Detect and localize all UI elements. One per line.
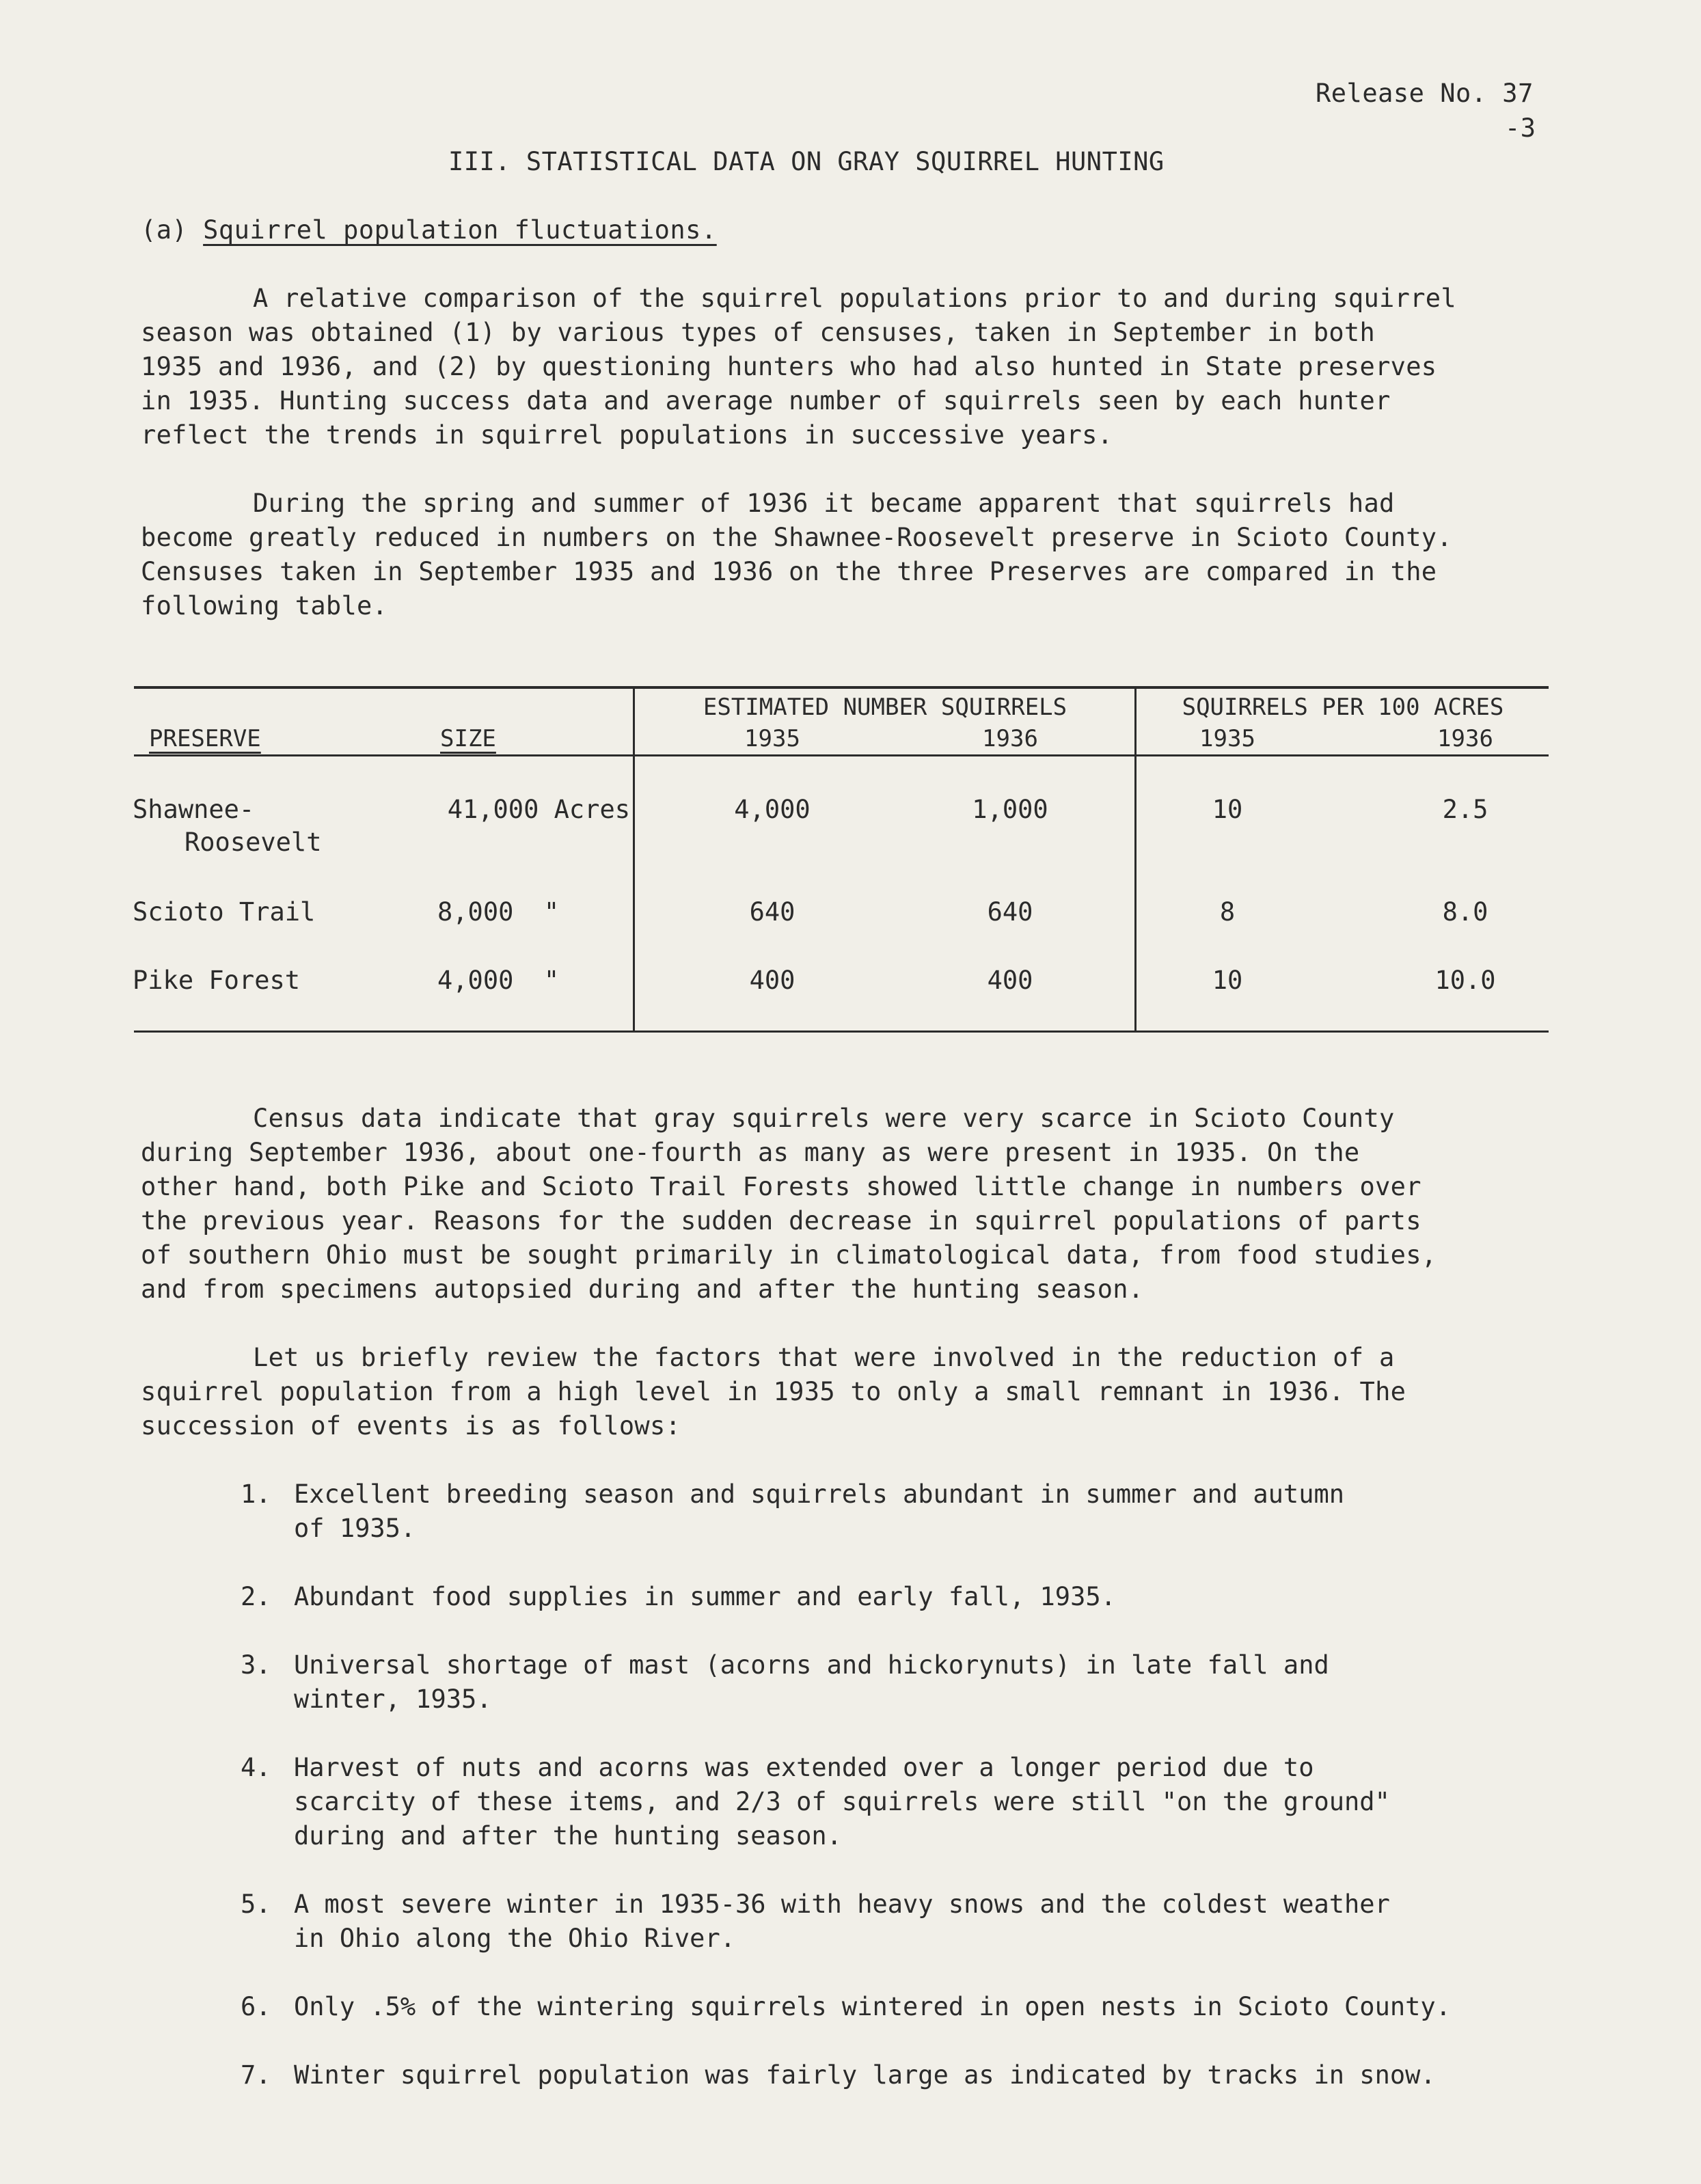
table-top-rule [134,686,1549,689]
paragraph-line: season was obtained (1) by various types of censuses, taken in September in both [141,318,1376,347]
table-divider-1 [633,686,635,1032]
table-header-rule [134,754,1549,756]
paragraph-line: squirrel population from a high level in 1935 to only a small remnant in 1936. The [141,1377,1406,1406]
col-header-est-1936: 1936 [982,725,1038,752]
list-item [241,1648,1329,1717]
subsection-prefix: (a) [141,215,188,245]
section-title: III. STATISTICAL DATA ON GRAY SQUIRREL HUNTING [448,147,1165,176]
paragraph-line: the previous year. Reasons for the sudden decrease in squirrel populations of parts [141,1206,1421,1236]
page-number: -3 [1505,113,1536,143]
list-item-text: winter, 1935. [294,1684,492,1714]
cell-preserve: Scioto Trail [133,897,316,927]
paragraph-line: in 1935. Hunting success data and average number of squirrels seen by each hunter [141,386,1391,415]
list-item-number: 2. [241,1582,271,1611]
cell-preserve-cont: Roosevelt [185,828,322,857]
cell-per-1936: 10.0 [1434,966,1496,995]
cell-per-1936: 8.0 [1442,897,1488,927]
list-item-number: 4. [241,1753,271,1782]
release-number: Release No. 37 [1316,79,1534,108]
list-item-text: Harvest of nuts and acorns was extended over a longer period due to [294,1753,1314,1782]
cell-est-1935: 640 [749,897,795,927]
list-item-number: 5. [241,1889,271,1919]
cell-per-1935: 10 [1212,795,1243,824]
paragraph-line: During the spring and summer of 1936 it became apparent that squirrels had [253,489,1395,518]
cell-est-1936: 1,000 [972,795,1048,824]
subsection-heading [141,213,717,247]
paragraph-line: 1935 and 1936, and (2) by questioning hunters who had also hunted in State preserves [141,352,1437,381]
list-item-text: during and after the hunting season. [294,1821,842,1851]
group-header-estimated: ESTIMATED NUMBER SQUIRRELS [703,694,1067,721]
paragraph-2 [141,487,1590,623]
cell-per-1936: 2.5 [1442,795,1488,824]
cell-per-1935: 10 [1212,966,1243,995]
paragraph-line: following table. [141,591,388,620]
paragraph-line: succession of events is as follows: [141,1411,681,1441]
list-item [241,1751,1390,1853]
cell-size: 8,000 " [437,897,560,927]
table-divider-2 [1134,686,1137,1032]
table-bottom-rule [134,1030,1549,1033]
list-item [241,1887,1390,1956]
list-item-number: 7. [241,2060,271,2090]
cell-preserve: Shawnee- [133,795,255,824]
list-item [241,1580,1116,1614]
paragraph-line: Let us briefly review the factors that were involved in the reduction of a [253,1343,1395,1372]
paragraph-line: Census data indicate that gray squirrels were very scarce in Scioto County [253,1104,1395,1133]
list-item-text: in Ohio along the Ohio River. [294,1924,736,1953]
col-header-size: SIZE [440,725,496,752]
col-header-per-1935: 1935 [1199,725,1255,752]
cell-per-1935: 8 [1219,897,1236,927]
list-item-text: scarcity of these items, and 2/3 of squirrels were still "on the ground" [294,1787,1390,1816]
paragraph-1 [141,282,1590,452]
paragraph-line: during September 1936, about one-fourth as many as were present in 1935. On the [141,1138,1360,1167]
cell-est-1936: 640 [987,897,1033,927]
paragraph-line: and from specimens autopsied during and after the hunting season. [141,1274,1144,1304]
cell-est-1935: 4,000 [734,795,811,824]
subsection-title: Squirrel population fluctuations. [203,215,717,245]
list-item-number: 3. [241,1650,271,1680]
col-header-per-1936: 1936 [1437,725,1493,752]
list-item [241,1990,1451,2024]
list-item-text: Universal shortage of mast (acorns and hickorynuts) in late fall and [294,1650,1329,1680]
col-header-preserve: PRESERVE [149,725,261,752]
paragraph-line: Censuses taken in September 1935 and 1936 on the three Preserves are compared in the [141,557,1437,586]
list-item-text: Excellent breeding season and squirrels abundant in summer and autumn [294,1479,1345,1509]
cell-est-1936: 400 [987,966,1033,995]
list-item-text: A most severe winter in 1935-36 with heavy snows and the coldest weather [294,1889,1390,1919]
list-item-number: 1. [241,1479,271,1509]
col-header-est-1935: 1935 [744,725,800,752]
list-item-number: 6. [241,1992,271,2021]
list-item-text: Abundant food supplies in summer and early fall, 1935. [294,1582,1116,1611]
paragraph-line: of southern Ohio must be sought primarily in climatological data, from food studies, [141,1240,1437,1270]
list-item [241,2058,1436,2092]
paragraph-line: A relative comparison of the squirrel populations prior to and during squirrel [253,284,1456,313]
group-header-per-acres: SQUIRRELS PER 100 ACRES [1182,694,1504,721]
list-item [241,1477,1344,1546]
paragraph-4 [141,1341,1590,1443]
cell-est-1935: 400 [749,966,795,995]
paragraph-line: reflect the trends in squirrel populations in successive years. [141,420,1113,450]
list-item-text: of 1935. [294,1514,416,1543]
paragraph-3 [141,1102,1590,1307]
list-item-text: Only .5% of the wintering squirrels wintered in open nests in Scioto County. [294,1992,1451,2021]
paragraph-line: other hand, both Pike and Scioto Trail Forests showed little change in numbers over [141,1172,1421,1201]
list-item-text: Winter squirrel population was fairly large as indicated by tracks in snow. [294,2060,1436,2090]
cell-size: 4,000 " [437,966,560,995]
cell-size: 41,000 Acres [447,795,630,824]
cell-preserve: Pike Forest [133,966,301,995]
paragraph-line: become greatly reduced in numbers on the Shawnee-Roosevelt preserve in Scioto County. [141,523,1452,552]
